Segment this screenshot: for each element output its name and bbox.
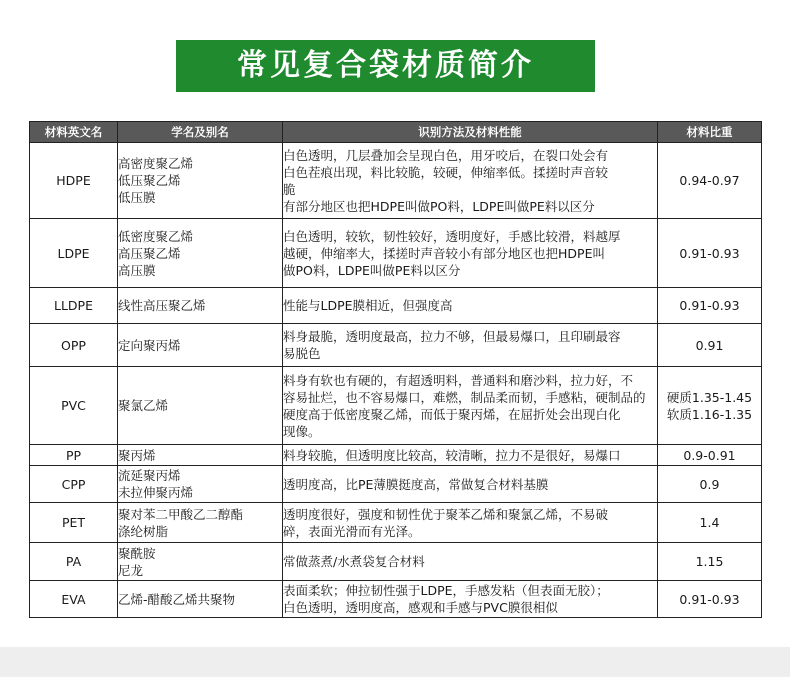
material-density-line: 0.9 xyxy=(699,476,720,492)
material-density-line: 0.9-0.91 xyxy=(683,447,736,463)
material-density xyxy=(658,445,762,466)
title-banner xyxy=(176,40,595,92)
material-description xyxy=(283,143,658,219)
material-description-line: 硬度高于低密度聚乙烯，而低于聚丙烯，在屈折处会出现白化 xyxy=(283,406,621,422)
material-density xyxy=(658,543,762,581)
material-alias-line: 聚氯乙烯 xyxy=(118,398,169,413)
header-scientific-name: 学名及别名 xyxy=(118,122,283,143)
material-description-line: 常做蒸煮/水煮袋复合材料 xyxy=(283,554,425,569)
material-description-line: 现像。 xyxy=(283,423,321,439)
material-alias-line: 低密度聚乙烯 xyxy=(118,228,194,244)
material-alias-line: 定向聚丙烯 xyxy=(118,337,181,353)
material-description-line: 表面柔软；伸拉韧性强于LDPE，手感发粘（但表面无胶）； xyxy=(283,583,609,598)
material-description-line: 性能与LDPE膜相近，但强度高 xyxy=(283,298,453,313)
material-alias-line: 流延聚丙烯 xyxy=(118,468,181,483)
material-density xyxy=(658,288,762,324)
table-header-row xyxy=(30,122,762,143)
material-density xyxy=(658,219,762,288)
header-identification: 识别方法及材料性能 xyxy=(283,122,658,143)
material-density-line: 1.4 xyxy=(699,515,720,530)
material-description-line: 透明度高，比PE薄膜挺度高，常做复合材料基膜 xyxy=(283,476,549,492)
material-density xyxy=(658,503,762,543)
header-density: 材料比重 xyxy=(658,122,762,143)
material-density-line: 0.94-0.97 xyxy=(679,173,740,188)
material-description-line: 透明度很好，强度和韧性优于聚苯乙烯和聚氯乙烯，不易破 xyxy=(283,506,609,522)
material-alias xyxy=(118,219,283,288)
material-description xyxy=(283,367,658,445)
material-density-line: 硬质1.35-1.45 xyxy=(666,389,753,405)
material-description xyxy=(283,324,658,367)
material-description-line: 做PO料，LDPE叫做PE料以区分 xyxy=(283,262,461,278)
material-density xyxy=(658,143,762,219)
material-description xyxy=(283,445,658,466)
material-table xyxy=(29,121,762,618)
material-alias-line: 高压膜 xyxy=(118,262,156,278)
material-alias-line: 未拉伸聚丙烯 xyxy=(118,485,194,500)
table-row xyxy=(30,367,762,445)
material-english-name: HDPE xyxy=(30,143,118,219)
material-density-line: 0.91-0.93 xyxy=(679,245,740,261)
material-description-line: 有部分地区也把HDPE叫做PO料，LDPE叫做PE料以区分 xyxy=(283,198,595,214)
material-english-name: OPP xyxy=(30,324,118,367)
material-density-line: 0.91-0.93 xyxy=(679,298,740,313)
table-row xyxy=(30,581,762,618)
material-alias-line: 高压聚乙烯 xyxy=(118,245,181,261)
material-density-line: 1.15 xyxy=(695,554,724,569)
material-density xyxy=(658,367,762,445)
table-row xyxy=(30,445,762,466)
material-description-line: 料身较脆，但透明度比较高，较清晰，拉力不是很好，易爆口 xyxy=(283,447,621,463)
material-alias-line: 尼龙 xyxy=(118,562,144,578)
material-density-line: 0.91 xyxy=(695,337,724,353)
material-description xyxy=(283,503,658,543)
table-row xyxy=(30,543,762,581)
bottom-band xyxy=(0,647,790,677)
material-description-line: 白色透明，透明度高，感观和手感与PVC膜很相似 xyxy=(283,600,558,615)
material-alias-line: 线性高压聚乙烯 xyxy=(118,298,206,313)
material-description xyxy=(283,543,658,581)
material-alias-line: 聚酰胺 xyxy=(118,545,156,561)
material-description xyxy=(283,581,658,618)
material-english-name: PET xyxy=(30,503,118,543)
table-row xyxy=(30,324,762,367)
material-english-name: LLDPE xyxy=(30,288,118,324)
material-description-line: 越硬，伸缩率大，揉搓时声音较小有部分地区也把HDPE叫 xyxy=(283,245,605,261)
material-description xyxy=(283,466,658,503)
material-alias-line: 聚对苯二甲酸乙二醇酯 xyxy=(118,506,244,522)
material-density-line: 0.91-0.93 xyxy=(679,591,740,607)
material-alias xyxy=(118,445,283,466)
material-alias xyxy=(118,543,283,581)
page-title: 常见复合袋材质简介 xyxy=(237,48,534,83)
material-description-line: 碎，表面光滑而有光泽。 xyxy=(283,523,421,539)
table-row xyxy=(30,503,762,543)
table-row xyxy=(30,466,762,503)
material-description-line: 白色透明，几层叠加会呈现白色，用牙咬后，在裂口处会有 xyxy=(283,147,609,163)
material-description-line: 料身有软也有硬的，有超透明料，普通料和磨沙料，拉力好，不 xyxy=(283,372,634,388)
material-alias-line: 聚丙烯 xyxy=(118,447,156,463)
material-density xyxy=(658,466,762,503)
material-density xyxy=(658,581,762,618)
material-description-line: 易脱色 xyxy=(283,346,321,361)
material-english-name: CPP xyxy=(30,466,118,503)
material-description-line: 容易扯烂，也不容易爆口，难燃，制品柔而韧，手感粘，硬制品的 xyxy=(283,389,646,405)
material-alias-line: 低压聚乙烯 xyxy=(118,173,181,188)
material-description xyxy=(283,219,658,288)
material-alias xyxy=(118,581,283,618)
material-density xyxy=(658,324,762,367)
material-alias-line: 高密度聚乙烯 xyxy=(118,156,194,171)
table-row xyxy=(30,143,762,219)
material-description-line: 白色透明，较软，韧性较好，透明度好，手感比较滑，料越厚 xyxy=(283,228,621,244)
material-english-name: PVC xyxy=(30,367,118,445)
material-alias-line: 乙烯-醋酸乙烯共聚物 xyxy=(118,591,236,607)
material-density-line: 软质1.16-1.35 xyxy=(666,406,753,422)
material-english-name: PP xyxy=(30,445,118,466)
header-english-name: 材料英文名 xyxy=(30,122,118,143)
material-alias xyxy=(118,367,283,445)
material-alias-line: 低压膜 xyxy=(118,190,156,205)
material-alias xyxy=(118,466,283,503)
material-english-name: PA xyxy=(30,543,118,581)
material-description-line: 脆 xyxy=(283,181,296,197)
material-description-line: 白色茬痕出现，料比较脆，较硬，伸缩率低。揉搓时声音较 xyxy=(283,164,609,180)
material-description-line: 料身最脆，透明度最高，拉力不够，但最易爆口，且印刷最容 xyxy=(283,329,621,344)
table-row xyxy=(30,288,762,324)
material-english-name: EVA xyxy=(30,581,118,618)
material-alias xyxy=(118,143,283,219)
material-alias xyxy=(118,324,283,367)
material-alias xyxy=(118,288,283,324)
material-alias xyxy=(118,503,283,543)
material-description xyxy=(283,288,658,324)
material-english-name: LDPE xyxy=(30,219,118,288)
material-alias-line: 涤纶树脂 xyxy=(118,523,169,539)
table-row xyxy=(30,219,762,288)
